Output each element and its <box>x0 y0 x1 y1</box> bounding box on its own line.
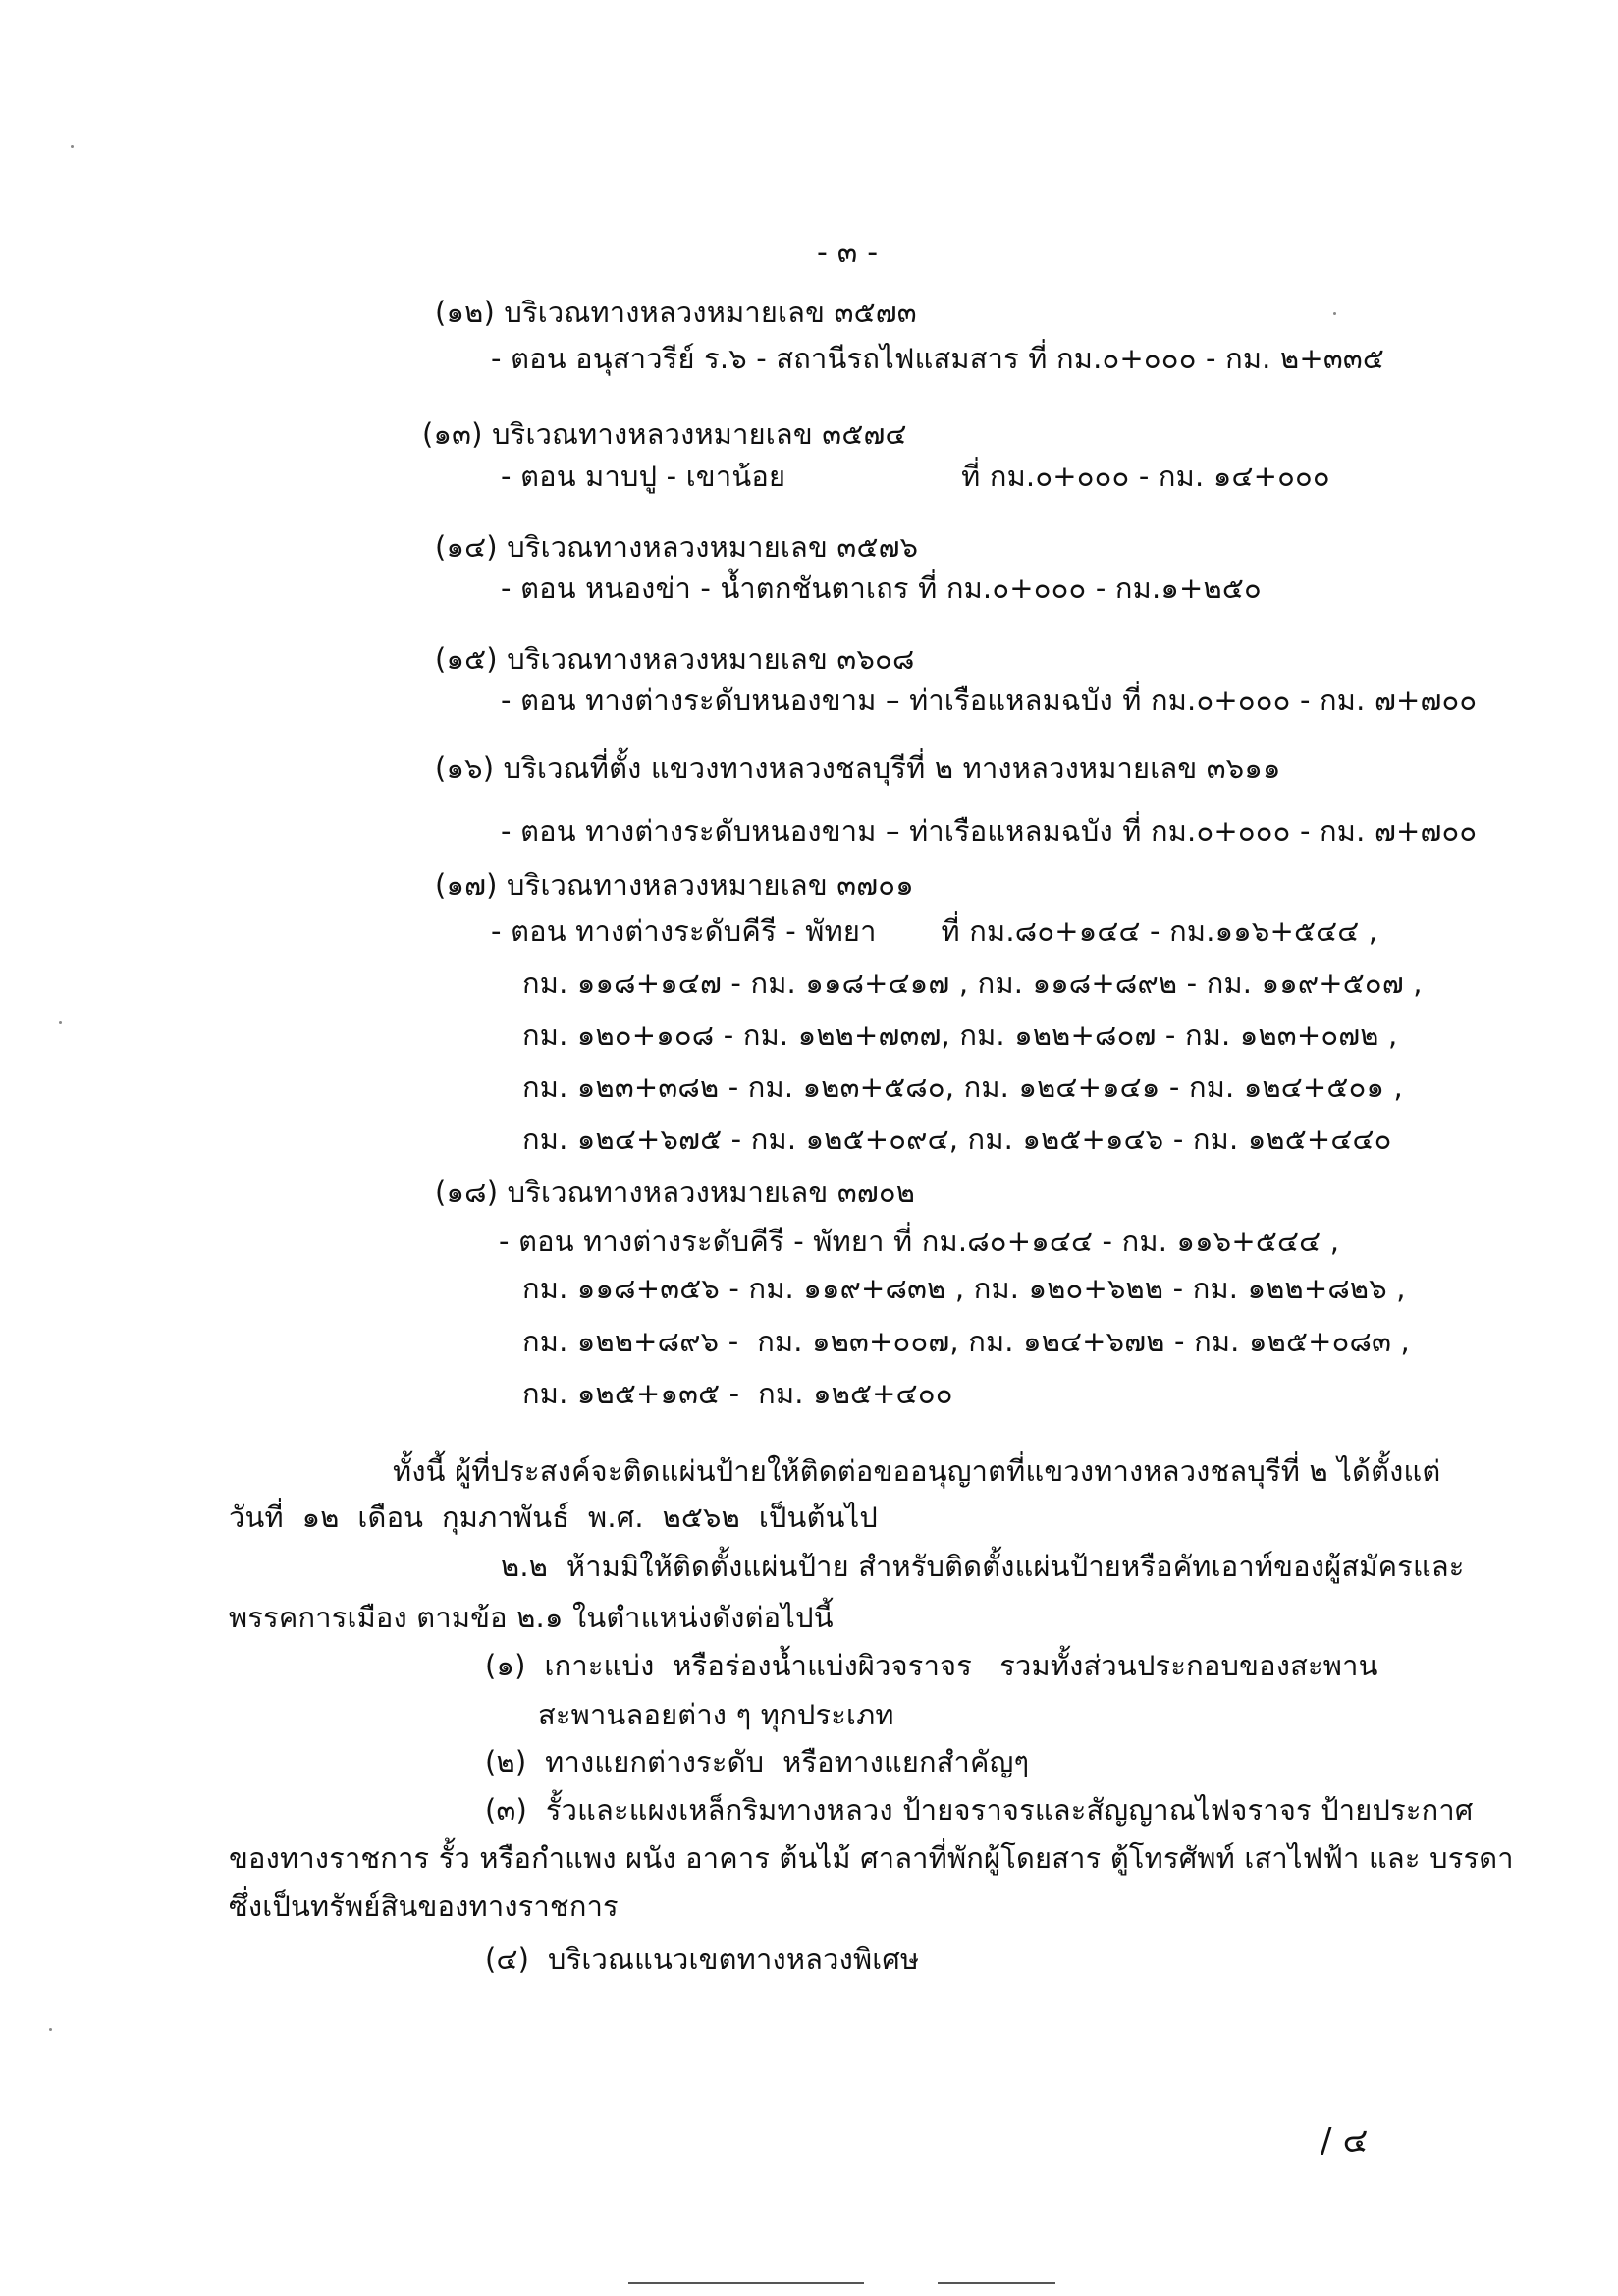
paragraph-line: พรรคการเมือง ตามข้อ ๒.๑ ในตำแหน่งดังต่อไปนี้ <box>229 1601 834 1634</box>
scan-edge-line <box>938 2282 1055 2284</box>
section-line: - ตอน ทางต่างระดับคีรี - พัทยา ที่ กม.๘๐+๑๔๔ - กม.๑๑๖+๕๔๔ , <box>491 914 1378 948</box>
scan-speck <box>71 145 74 148</box>
section-line: กม. ๑๒๒+๘๙๖ - กม. ๑๒๓+๐๐๗, กม. ๑๒๔+๖๗๒ - กม. ๑๒๕+๐๘๓ , <box>522 1325 1410 1358</box>
section-line: กม. ๑๑๘+๓๕๖ - กม. ๑๑๙+๘๓๒ , กม. ๑๒๐+๖๒๒ - กม. ๑๒๒+๘๒๖ , <box>522 1272 1406 1305</box>
section-line: กม. ๑๒๐+๑๐๘ - กม. ๑๒๒+๗๓๗, กม. ๑๒๒+๘๐๗ - กม. ๑๒๓+๐๗๒ , <box>522 1018 1398 1052</box>
list-item-1: (๑) เกาะแบ่ง หรือร่องน้ำแบ่งผิวจราจร รวมทั้งส่วนประกอบของสะพาน <box>485 1649 1378 1682</box>
section-line: กม. ๑๒๔+๖๗๕ - กม. ๑๒๕+๐๙๔, กม. ๑๒๕+๑๔๖ - กม. ๑๒๕+๔๔๐ <box>522 1122 1392 1156</box>
section-heading-18: (๑๘) บริเวณทางหลวงหมายเลข ๓๗๐๒ <box>435 1175 916 1209</box>
section-heading-16: (๑๖) บริเวณที่ตั้ง แขวงทางหลวงชลบุรีที่ ๒ ทางหลวงหมายเลข ๓๖๑๑ <box>435 751 1281 785</box>
section-line: - ตอน ทางต่างระดับหนองขาม – ท่าเรือแหลมฉบัง ที่ กม.๐+๐๐๐ - กม. ๗+๗๐๐ <box>501 814 1478 847</box>
list-item-3: (๓) รั้วและแผงเหล็กริมทางหลวง ป้ายจราจรและสัญญาณไฟจราจร ป้ายประกาศ <box>485 1793 1474 1827</box>
list-item-2: (๒) ทางแยกต่างระดับ หรือทางแยกสำคัญๆ <box>485 1745 1030 1778</box>
section-line: กม. ๑๒๕+๑๓๕ - กม. ๑๒๕+๔๐๐ <box>522 1377 953 1410</box>
continuation-marker: / ๔ <box>1321 2121 1369 2160</box>
section-heading-15: (๑๕) บริเวณทางหลวงหมายเลข ๓๖๐๘ <box>435 642 915 676</box>
list-item-3-cont: ของทางราชการ รั้ว หรือกำแพง ผนัง อาคาร ต้นไม้ ศาลาที่พักผู้โดยสาร ตู้โทรศัพท์ เสาไฟฟ้า และ บรรดา <box>229 1841 1514 1875</box>
scan-speck <box>49 2028 52 2031</box>
section-heading-14: (๑๔) บริเวณทางหลวงหมายเลข ๓๕๗๖ <box>435 530 919 564</box>
paragraph-line: ๒.๒ ห้ามมิให้ติดตั้งแผ่นป้าย สำหรับติดตั้งแผ่นป้ายหรือคัทเอาท์ของผู้สมัครและ <box>501 1550 1465 1583</box>
section-line: - ตอน หนองข่า - น้ำตกชันตาเถร ที่ กม.๐+๐๐๐ - กม.๑+๒๕๐ <box>501 572 1262 605</box>
paragraph-line: ทั้งนี้ ผู้ที่ประสงค์จะติดแผ่นป้ายให้ติดต่อขออนุญาตที่แขวงทางหลวงชลบุรีที่ ๒ ได้ตั้งแต่ <box>393 1454 1441 1488</box>
list-item-4: (๔) บริเวณแนวเขตทางหลวงพิเศษ <box>485 1942 920 1976</box>
list-item-3-cont: ซึ่งเป็นทรัพย์สินของทางราชการ <box>229 1889 619 1923</box>
section-line: กม. ๑๑๘+๑๔๗ - กม. ๑๑๘+๔๑๗ , กม. ๑๑๘+๘๙๒ - กม. ๑๑๙+๕๐๗ , <box>522 966 1423 1000</box>
section-heading-12: (๑๒) บริเวณทางหลวงหมายเลข ๓๕๗๓ <box>435 296 917 329</box>
section-line: - ตอน ทางต่างระดับคีรี - พัทยา ที่ กม.๘๐+๑๔๔ - กม. ๑๑๖+๕๔๔ , <box>499 1225 1340 1258</box>
section-line: - ตอน มาบปู - เขาน้อย ที่ กม.๐+๐๐๐ - กม. ๑๔+๐๐๐ <box>501 460 1330 493</box>
page-number: - ๓ - <box>817 236 879 270</box>
section-heading-13: (๑๓) บริเวณทางหลวงหมายเลข ๓๕๗๔ <box>422 417 907 451</box>
paragraph-line: วันที่ ๑๒ เดือน กุมภาพันธ์ พ.ศ. ๒๕๖๒ เป็นต้นไป <box>229 1501 879 1534</box>
scan-speck <box>59 1021 62 1024</box>
list-item-1-cont: สะพานลอยต่าง ๆ ทุกประเภท <box>538 1698 894 1731</box>
scan-edge-line <box>628 2282 864 2284</box>
section-line: กม. ๑๒๓+๓๘๒ - กม. ๑๒๓+๕๘๐, กม. ๑๒๔+๑๔๑ - กม. ๑๒๔+๕๐๑ , <box>522 1070 1403 1104</box>
scan-speck <box>1333 312 1336 315</box>
section-line: - ตอน ทางต่างระดับหนองขาม – ท่าเรือแหลมฉบัง ที่ กม.๐+๐๐๐ - กม. ๗+๗๐๐ <box>501 683 1478 717</box>
section-heading-17: (๑๗) บริเวณทางหลวงหมายเลข ๓๗๐๑ <box>435 868 914 902</box>
section-line: - ตอน อนุสาวรีย์ ร.๖ - สถานีรถไฟแสมสาร ที่ กม.๐+๐๐๐ - กม. ๒+๓๓๕ <box>491 342 1385 375</box>
